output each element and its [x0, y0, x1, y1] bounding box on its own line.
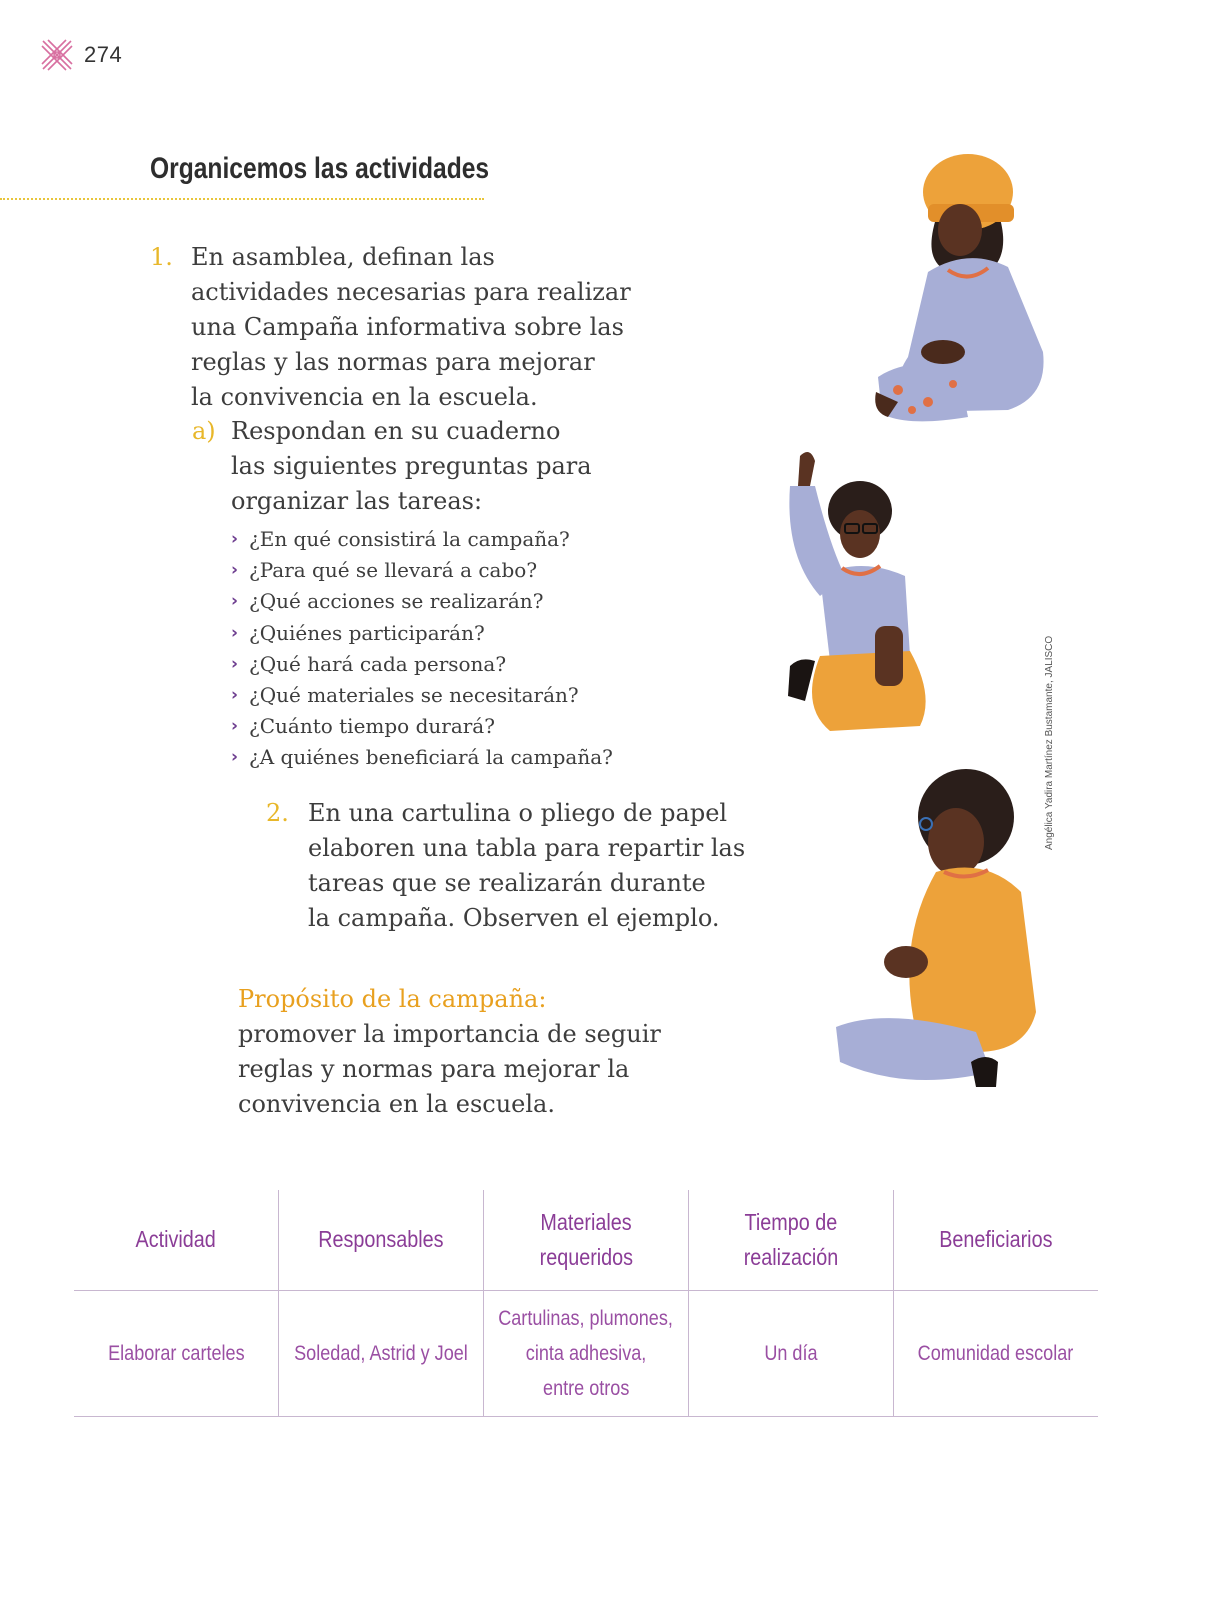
illustration-credit: Angélica Yadira Martínez Bustamante, JALISCO: [1044, 635, 1055, 850]
item-2-number: 2.: [266, 799, 289, 827]
table-row: [74, 1290, 1098, 1416]
item-1-number: 1.: [150, 243, 173, 271]
column-header-materials: [484, 1190, 689, 1290]
item-1-line: En asamblea, definan las: [191, 243, 495, 271]
decorative-pattern-icon: [40, 38, 74, 72]
purpose-line: promover la importancia de seguir: [238, 1020, 661, 1048]
cell-text: entre otros: [542, 1376, 630, 1400]
tasks-table: [74, 1190, 1098, 1417]
item-1a-letter: a): [192, 417, 216, 445]
list-item: [231, 742, 613, 773]
column-header-label: Actividad: [136, 1226, 217, 1253]
item-2-line: la campaña. Observen el ejemplo.: [308, 904, 720, 932]
question-text: ¿Qué acciones se realizarán?: [249, 589, 544, 614]
question-text: ¿Qué hará cada persona?: [249, 651, 507, 676]
table-header-row: [74, 1190, 1098, 1290]
table-cell: [688, 1290, 893, 1416]
item-2-text: [308, 796, 745, 936]
item-1a-line: Respondan en su cuaderno: [231, 417, 561, 445]
bullet-icon: ›: [231, 685, 239, 706]
item-2-line: En una cartulina o pliego de papel: [308, 799, 728, 827]
bullet-icon: ›: [231, 653, 239, 674]
column-header-time: [688, 1190, 893, 1290]
table-cell: [74, 1290, 279, 1416]
item-1a-text: [231, 414, 592, 519]
item-1-line: una Campaña informativa sobre las: [191, 313, 624, 341]
purpose-label: Propósito de la campaña:: [238, 985, 547, 1013]
column-header-beneficiaries: [893, 1190, 1098, 1290]
table-cell: [279, 1290, 484, 1416]
table-cell: [893, 1290, 1098, 1416]
list-item: [231, 555, 613, 586]
list-item: [231, 680, 613, 711]
cell-text: Elaborar carteles: [107, 1341, 245, 1365]
page-number: 274: [84, 42, 123, 67]
bullet-icon: ›: [231, 747, 239, 768]
page-header: [40, 38, 122, 72]
purpose-line: reglas y normas para mejorar la: [238, 1055, 630, 1083]
table-cell: [484, 1290, 689, 1416]
question-text: ¿En qué consistirá la campaña?: [249, 527, 570, 551]
cell-text: Un día: [764, 1341, 818, 1365]
title-underline: [0, 198, 484, 200]
item-1-line: actividades necesarias para realizar: [191, 278, 631, 306]
boy-raising-hand-illustration: [760, 446, 940, 746]
list-item: [231, 586, 613, 617]
item-1-text: [191, 240, 631, 415]
questions-list: [231, 524, 613, 774]
question-text: ¿Quiénes participarán?: [249, 620, 485, 645]
bullet-icon: ›: [231, 529, 239, 549]
bullet-icon: ›: [231, 560, 239, 581]
item-1-line: reglas y las normas para mejorar: [191, 348, 595, 376]
column-header-label: Beneficiarios: [939, 1226, 1053, 1253]
column-header-label: requeridos: [539, 1243, 633, 1270]
column-header-label: Tiempo de: [744, 1208, 838, 1235]
purpose-line: convivencia en la escuela.: [238, 1090, 555, 1118]
column-header-label: Materiales: [540, 1208, 632, 1235]
question-text: ¿A quiénes beneficiará la campaña?: [249, 745, 613, 770]
girl-sitting-illustration: [868, 152, 1058, 432]
list-item: [231, 649, 613, 680]
item-1a-line: las siguientes preguntas para: [231, 452, 592, 480]
bullet-icon: ›: [231, 591, 239, 612]
bullet-icon: ›: [231, 716, 239, 737]
list-item: [231, 618, 613, 649]
question-text: ¿Qué materiales se necesitarán?: [249, 683, 579, 708]
cell-text: Soledad, Astrid y Joel: [294, 1341, 469, 1365]
list-item: [231, 711, 613, 742]
purpose-text: [238, 1017, 698, 1122]
column-header-responsible: [279, 1190, 484, 1290]
section-title: Organicemos las actividades: [150, 152, 490, 185]
cell-text: Comunidad escolar: [918, 1341, 1074, 1365]
question-text: ¿Para qué se llevará a cabo?: [249, 558, 538, 583]
item-1a-line: organizar las tareas:: [231, 487, 483, 515]
cell-text: Cartulinas, plumones,: [498, 1306, 674, 1330]
cell-text: cinta adhesiva,: [525, 1341, 647, 1365]
column-header-label: realización: [743, 1243, 839, 1270]
item-2-line: tareas que se realizarán durante: [308, 869, 706, 897]
column-header-label: Responsables: [318, 1226, 444, 1253]
question-text: ¿Cuánto tiempo durará?: [249, 714, 495, 739]
item-2-line: elaboren una tabla para repartir las: [308, 834, 746, 862]
list-item: [231, 524, 613, 555]
column-header-activity: [74, 1190, 279, 1290]
item-1-line: la convivencia en la escuela.: [191, 383, 538, 411]
bullet-icon: ›: [231, 622, 239, 643]
person-kneeling-illustration: [826, 762, 1046, 1098]
